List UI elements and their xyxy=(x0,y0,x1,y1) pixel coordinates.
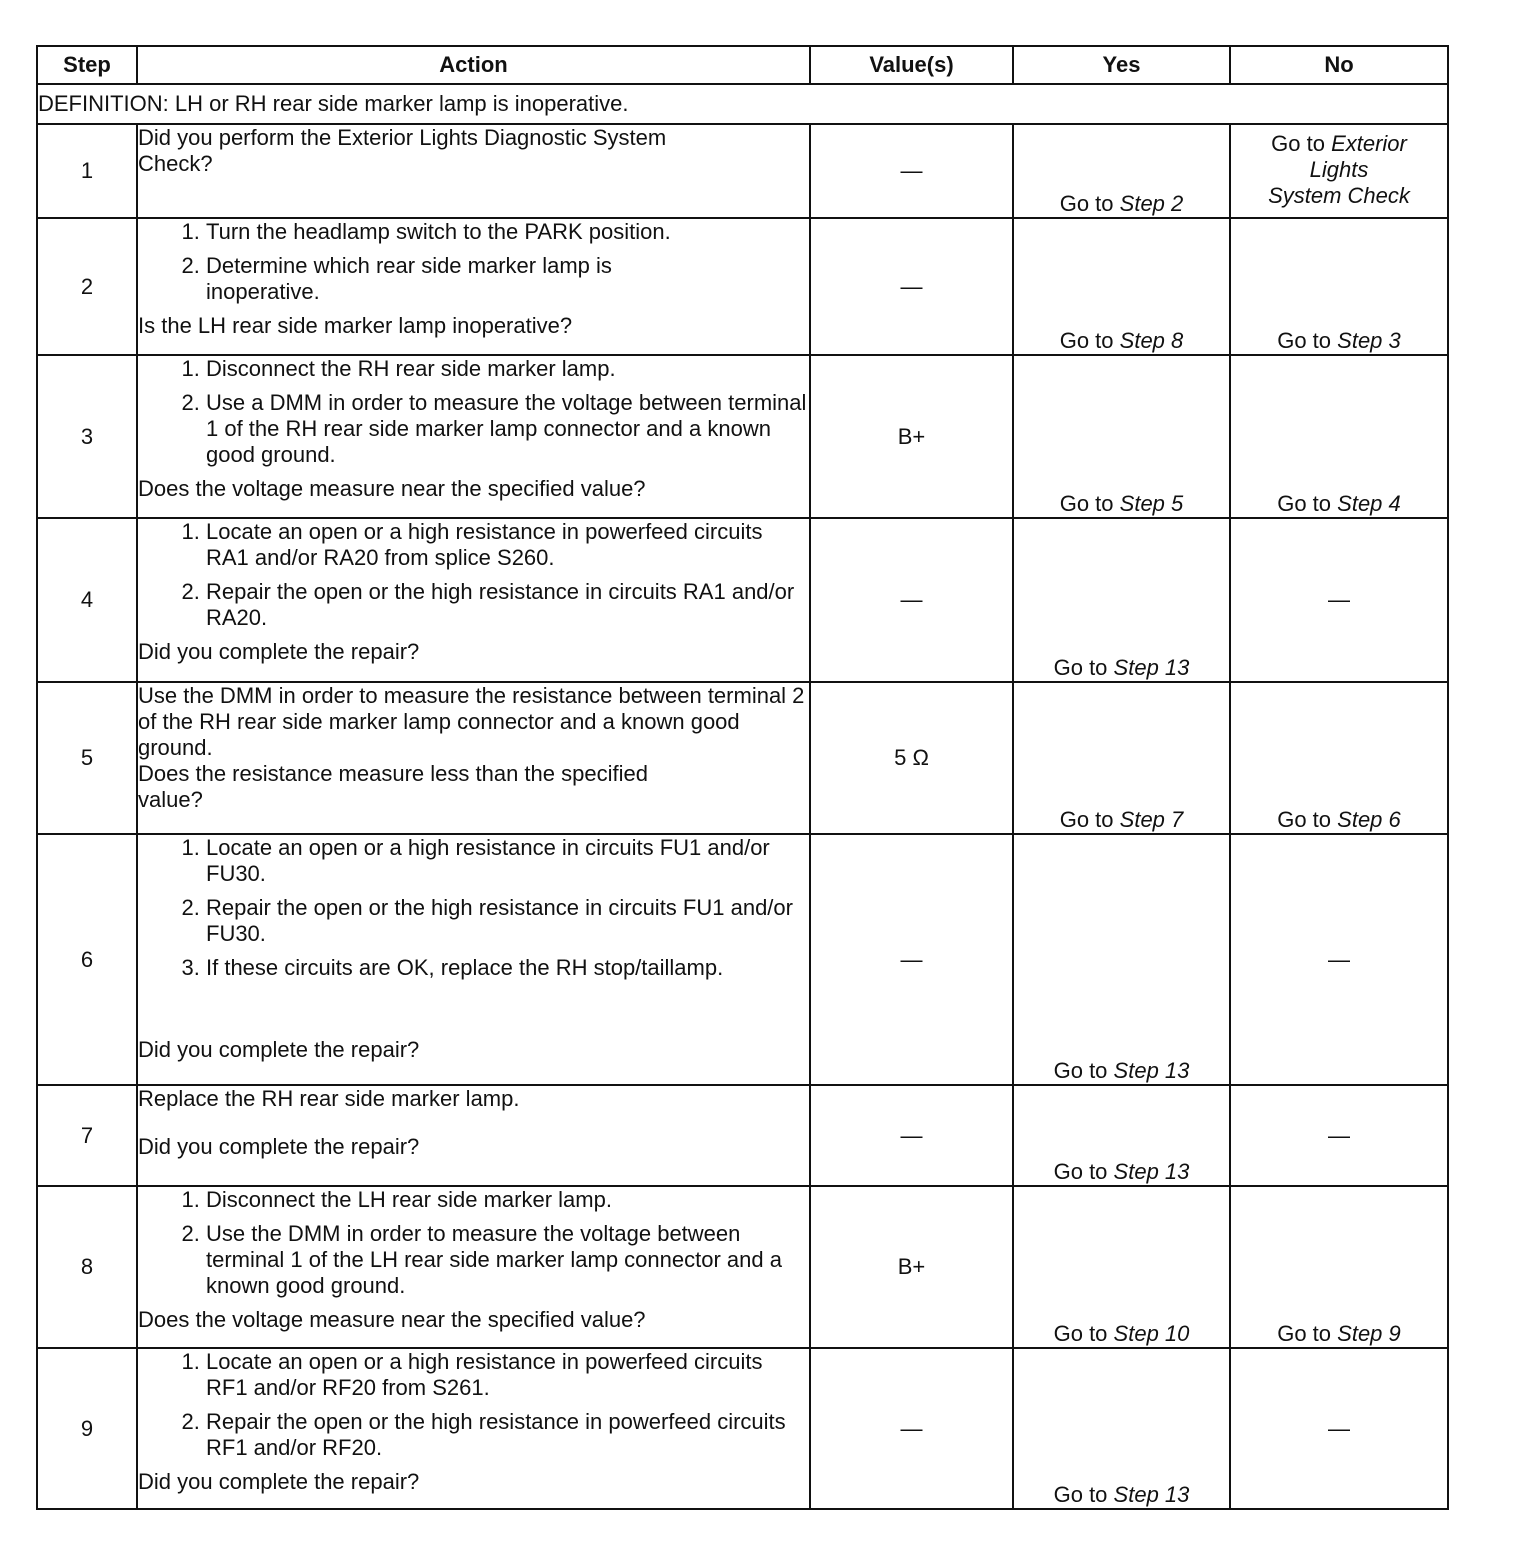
no-cell xyxy=(1230,218,1448,355)
action-item: 1. Disconnect the RH rear side marker lamp. xyxy=(206,356,809,382)
yes-cell xyxy=(1013,1186,1230,1348)
action-paragraph: Did you perform the Exterior Lights Diagnostic System Check? xyxy=(138,125,667,176)
yes-step-link[interactable]: Step 8 xyxy=(1119,328,1184,353)
go-to-label: Go to xyxy=(1059,807,1114,832)
yes-cell xyxy=(1013,834,1230,1085)
yes-step-link[interactable]: Step 13 xyxy=(1113,1159,1190,1184)
action-question: Did you complete the repair? xyxy=(138,1134,420,1159)
header-values: Value(s) xyxy=(810,46,1013,84)
go-to-label: Go to xyxy=(1053,655,1108,680)
action-paragraph: Use the DMM in order to measure the resistance between terminal 2 of the RH rear side marker lamp connector and a known good ground. xyxy=(138,683,805,760)
yes-step-link[interactable]: Step 10 xyxy=(1113,1321,1190,1346)
action-item: 2. Determine which rear side marker lamp is inoperative. xyxy=(206,253,709,305)
header-step: Step xyxy=(37,46,137,84)
yes-step-link[interactable]: Step 5 xyxy=(1119,491,1184,516)
action-item: 1. Locate an open or a high resistance in circuits FU1 and/or FU30. xyxy=(206,835,809,887)
action-item: 2. Repair the open or the high resistance in circuits RA1 and/or RA20. xyxy=(206,579,809,631)
action-item: 3. If these circuits are OK, replace the RH stop/taillamp. xyxy=(206,955,809,981)
header-yes: Yes xyxy=(1013,46,1230,84)
table-row xyxy=(37,1348,1448,1509)
go-to-label: Go to xyxy=(1059,491,1114,516)
action-question: Did you complete the repair? xyxy=(138,1469,420,1494)
action-list xyxy=(138,519,809,631)
action-question: Did you complete the repair? xyxy=(138,1037,420,1062)
step-number: 7 xyxy=(37,1085,137,1186)
go-to-label: Go to xyxy=(1053,1482,1108,1507)
go-to-label: Go to xyxy=(1059,191,1114,216)
table-row xyxy=(37,355,1448,518)
action-cell xyxy=(137,1085,810,1186)
no-step-link[interactable]: Step 3 xyxy=(1337,328,1401,353)
yes-step-link[interactable]: Step 13 xyxy=(1113,655,1190,680)
step-number: 5 xyxy=(37,682,137,834)
action-question: Is the LH rear side marker lamp inoperative? xyxy=(138,313,573,338)
table-row xyxy=(37,1085,1448,1186)
no-ref-line[interactable]: Lights xyxy=(1309,157,1369,182)
step-number: 6 xyxy=(37,834,137,1085)
action-list xyxy=(138,356,809,468)
yes-step-link[interactable]: Step 2 xyxy=(1119,191,1184,216)
step-number: 9 xyxy=(37,1348,137,1509)
step-number: 4 xyxy=(37,518,137,682)
no-ref-line[interactable]: System Check xyxy=(1268,183,1410,208)
action-list xyxy=(138,1187,809,1299)
value-cell: B+ xyxy=(810,1186,1013,1348)
action-item: 1. Locate an open or a high resistance in powerfeed circuits RF1 and/or RF20 from S261. xyxy=(206,1349,809,1401)
step-number: 2 xyxy=(37,218,137,355)
go-to-label: Go to xyxy=(1277,328,1332,353)
go-to-label: Go to xyxy=(1277,491,1332,516)
no-cell xyxy=(1230,682,1448,834)
action-list xyxy=(138,219,809,305)
value-cell: — xyxy=(810,124,1013,218)
action-item: 2. Repair the open or the high resistance in powerfeed circuits RF1 and/or RF20. xyxy=(206,1409,809,1461)
no-step-link[interactable]: Step 4 xyxy=(1337,491,1401,516)
table-row xyxy=(37,1186,1448,1348)
no-step-link[interactable]: Step 6 xyxy=(1337,807,1401,832)
yes-cell xyxy=(1013,518,1230,682)
value-cell: B+ xyxy=(810,355,1013,518)
yes-step-link[interactable]: Step 13 xyxy=(1113,1058,1190,1083)
action-question: Did you complete the repair? xyxy=(138,639,420,664)
table-row xyxy=(37,218,1448,355)
action-cell xyxy=(137,834,810,1085)
action-item: 1. Locate an open or a high resistance in powerfeed circuits RA1 and/or RA20 from splice S260. xyxy=(206,519,809,571)
go-to-label: Go to xyxy=(1277,807,1332,832)
yes-step-link[interactable]: Step 7 xyxy=(1119,807,1184,832)
definition-row xyxy=(37,84,1448,124)
no-cell xyxy=(1230,1186,1448,1348)
action-cell xyxy=(137,124,810,218)
action-cell xyxy=(137,1186,810,1348)
action-question: Does the resistance measure less than the specified value? xyxy=(138,761,648,812)
value-cell: 5 Ω xyxy=(810,682,1013,834)
table-row xyxy=(37,682,1448,834)
table-row xyxy=(37,834,1448,1085)
header-action: Action xyxy=(137,46,810,84)
go-to-label: Go to xyxy=(1059,328,1114,353)
no-step-link[interactable]: Step 9 xyxy=(1337,1321,1401,1346)
action-paragraph: Replace the RH rear side marker lamp. xyxy=(138,1086,520,1111)
action-cell xyxy=(137,218,810,355)
action-list xyxy=(138,835,809,981)
go-to-label: Go to xyxy=(1053,1321,1108,1346)
no-cell: — xyxy=(1230,1348,1448,1509)
value-cell: — xyxy=(810,1348,1013,1509)
header-no: No xyxy=(1230,46,1448,84)
value-cell: — xyxy=(810,518,1013,682)
action-cell xyxy=(137,518,810,682)
action-item: 2. Use the DMM in order to measure the voltage between terminal 1 of the LH rear side marker lamp connector and a known good ground. xyxy=(206,1221,809,1299)
go-to-label: Go to xyxy=(1277,1321,1332,1346)
value-cell: — xyxy=(810,834,1013,1085)
step-number: 3 xyxy=(37,355,137,518)
yes-cell xyxy=(1013,124,1230,218)
step-number: 1 xyxy=(37,124,137,218)
header-row xyxy=(37,46,1448,84)
no-cell xyxy=(1230,355,1448,518)
value-cell: — xyxy=(810,218,1013,355)
table-row xyxy=(37,124,1448,218)
table-row xyxy=(37,518,1448,682)
action-item: 1. Disconnect the LH rear side marker lamp. xyxy=(206,1187,809,1213)
action-question: Does the voltage measure near the specified value? xyxy=(138,476,646,501)
diagnostic-table xyxy=(36,45,1449,1510)
step-number: 8 xyxy=(37,1186,137,1348)
yes-cell xyxy=(1013,355,1230,518)
yes-cell xyxy=(1013,1348,1230,1509)
no-cell xyxy=(1230,124,1448,218)
action-list xyxy=(138,1349,809,1461)
yes-cell xyxy=(1013,682,1230,834)
no-ref-line[interactable]: Exterior xyxy=(1331,131,1407,156)
yes-cell xyxy=(1013,218,1230,355)
action-cell xyxy=(137,682,810,834)
go-to-label: Go to xyxy=(1053,1159,1108,1184)
yes-cell xyxy=(1013,1085,1230,1186)
no-cell: — xyxy=(1230,1085,1448,1186)
no-cell: — xyxy=(1230,834,1448,1085)
value-cell: — xyxy=(810,1085,1013,1186)
action-item: 1. Turn the headlamp switch to the PARK position. xyxy=(206,219,709,245)
definition-text: DEFINITION: LH or RH rear side marker lamp is inoperative. xyxy=(37,84,1448,124)
go-to-label: Go to xyxy=(1271,131,1325,156)
action-item: 2. Use a DMM in order to measure the voltage between terminal 1 of the RH rear side marker lamp connector and a known good ground. xyxy=(206,390,809,468)
action-item: 2. Repair the open or the high resistance in circuits FU1 and/or FU30. xyxy=(206,895,809,947)
action-cell xyxy=(137,355,810,518)
action-question: Does the voltage measure near the specified value? xyxy=(138,1307,646,1332)
yes-step-link[interactable]: Step 13 xyxy=(1113,1482,1190,1507)
action-cell xyxy=(137,1348,810,1509)
go-to-label: Go to xyxy=(1053,1058,1108,1083)
no-cell: — xyxy=(1230,518,1448,682)
